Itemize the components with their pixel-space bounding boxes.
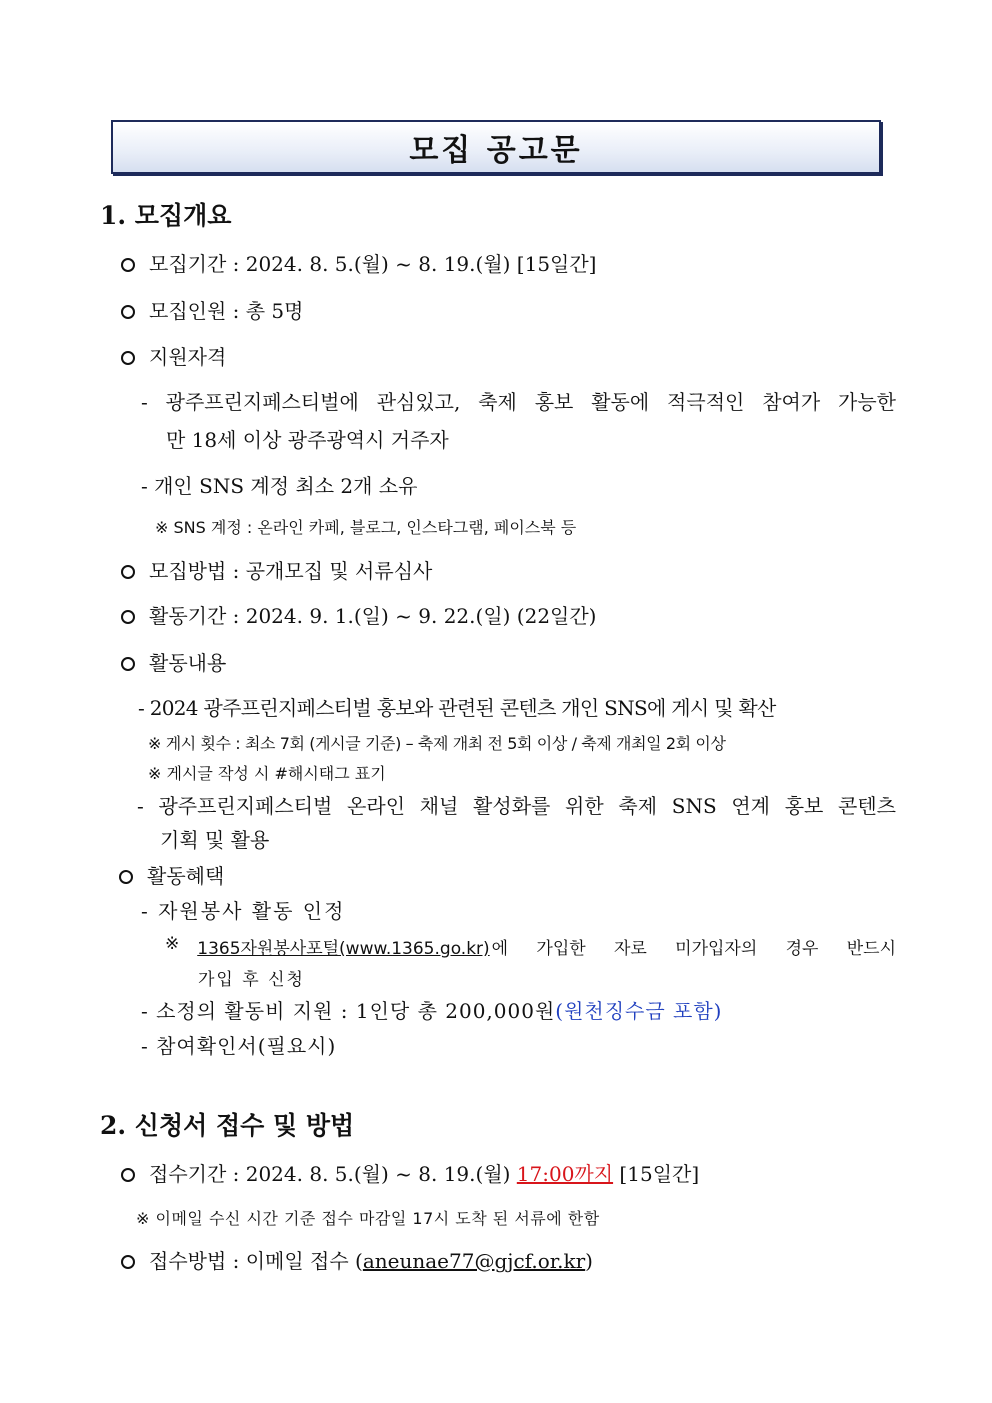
activity-content-item-2-cont: 기획 및 활용 [160, 828, 270, 852]
activity-benefit-label: 활동혜택 [119, 860, 224, 889]
activity-content-item-2: - 광주프린지페스티벌 온라인 채널 활성화를 위한 축제 SNS 연계 홍보 콘텐츠 [137, 794, 896, 818]
circle-bullet-icon [119, 870, 133, 884]
circle-bullet-icon [121, 258, 135, 272]
recruit-count: 모집인원 : 총 5명 [121, 295, 303, 324]
receipt-period: 접수기간 : 2024. 8. 5.(월) ~ 8. 19.(월) 17:00까지 [15일간] [121, 1158, 699, 1187]
activity-content-label: 활동내용 [121, 647, 226, 676]
section1-heading: 1. 모집개요 [100, 201, 232, 230]
submission-method: 접수방법 : 이메일 접수 (aneunae77@gjcf.or.kr) [121, 1245, 593, 1274]
recruit-method: 모집방법 : 공개모집 및 서류심사 [121, 555, 432, 584]
volunteer-portal-link[interactable]: 1365자원봉사포털(www.1365.go.kr) [197, 939, 490, 959]
circle-bullet-icon [121, 1168, 135, 1182]
qualification-label: 지원자격 [121, 341, 226, 370]
benefit-item-3: - 참여확인서(필요시) [141, 1034, 337, 1058]
benefit-note: ※ 1365자원봉사포털(www.1365.go.kr) 에 가입한 자로 미가입자의 경우 반드시 [165, 934, 896, 959]
benefit-item-2: - 소정의 활동비 지원 : 1인당 총 200,000원(원천징수금 포함) [141, 999, 723, 1023]
circle-bullet-icon [121, 1255, 135, 1269]
withholding-tax-note: (원천징수금 포함) [555, 999, 723, 1023]
benefit-item-1: - 자원봉사 활동 인정 [141, 899, 346, 923]
benefit-note-cont: 가입 후 신청 [198, 970, 305, 990]
qualification-item-1: - 광주프린지페스티벌에 관심있고, 축제 홍보 활동에 적극적인 참여가 가능한 [141, 390, 896, 414]
activity-content-note-2: ※ 게시글 작성 시 #해시태그 표기 [148, 764, 386, 783]
circle-bullet-icon [121, 565, 135, 579]
activity-period: 활동기간 : 2024. 9. 1.(일) ~ 9. 22.(일) (22일간) [121, 600, 597, 629]
recruit-period: 모집기간 : 2024. 8. 5.(월) ~ 8. 19.(월) [15일간] [121, 248, 597, 277]
qualification-item-2: - 개인 SNS 계정 최소 2개 소유 [141, 474, 418, 498]
receipt-deadline: 17:00까지 [516, 1162, 614, 1186]
circle-bullet-icon [121, 351, 135, 365]
circle-bullet-icon [121, 610, 135, 624]
section2-heading: 2. 신청서 접수 및 방법 [100, 1111, 355, 1140]
activity-content-item-1: - 2024 광주프린지페스티벌 홍보와 관련된 콘텐츠 개인 SNS에 게시 및 확산 [138, 696, 776, 720]
email-link[interactable]: aneunae77@gjcf.or.kr [362, 1249, 586, 1273]
page-title: 모집 공고문 [111, 120, 881, 174]
qualification-note: ※ SNS 계정 : 온라인 카페, 블로그, 인스타그램, 페이스북 등 [155, 518, 577, 537]
circle-bullet-icon [121, 305, 135, 319]
receipt-note: ※ 이메일 수신 시간 기준 접수 마감일 17시 도착 된 서류에 한함 [136, 1209, 600, 1228]
qualification-item-1-cont: 만 18세 이상 광주광역시 거주자 [166, 428, 449, 452]
activity-content-note-1: ※ 게시 횟수 : 최소 7회 (게시글 기준) – 축제 개최 전 5회 이상 / 축제 개최일 2회 이상 [148, 734, 726, 753]
circle-bullet-icon [121, 657, 135, 671]
